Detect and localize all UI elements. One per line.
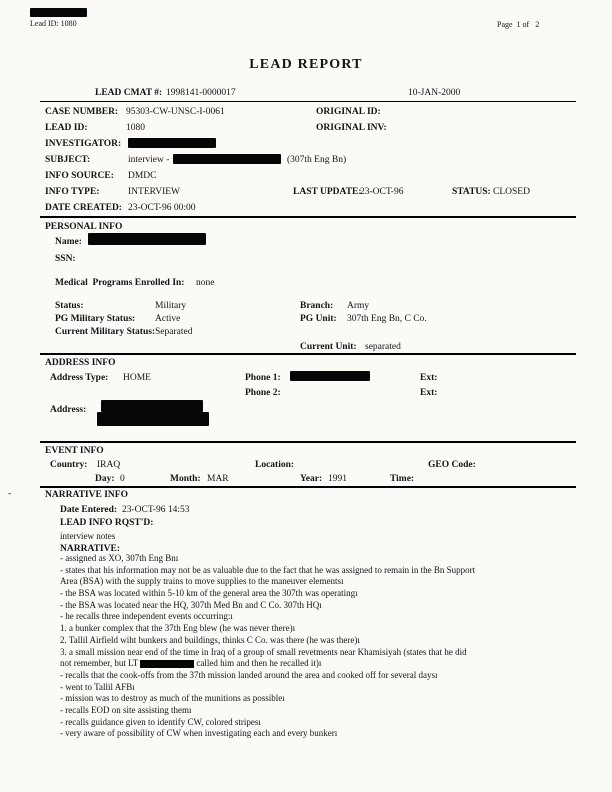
divider bbox=[40, 486, 576, 488]
event-info-title: EVENT INFO bbox=[45, 446, 104, 456]
narrative-line: - assigned as XO, 307th Eng Bnı bbox=[60, 553, 179, 563]
narrative-label: NARRATIVE: bbox=[60, 544, 120, 554]
narrative-line-text: called him and then he recalled it)ı bbox=[196, 658, 322, 669]
divider bbox=[40, 441, 576, 443]
lead-info-rqstd-label: LEAD INFO RQST'D: bbox=[60, 518, 154, 528]
country-label: Country: bbox=[50, 460, 88, 470]
narrative-line: - recalls guidance given to identify CW, colored stripesı bbox=[60, 716, 261, 727]
date-created-label: DATE CREATED: bbox=[45, 203, 122, 213]
subject-prefix: interview - bbox=[128, 155, 170, 165]
pstatus-value: Military bbox=[155, 301, 187, 311]
last-update-label: LAST UPDATE: bbox=[293, 187, 362, 197]
ssn-label: SSN: bbox=[55, 254, 76, 264]
narrative-line: 2. Tallil Airfield wiht bunkers and buildings, thinks C Co. was there (he was there)ı bbox=[60, 634, 360, 645]
status-label: STATUS: bbox=[452, 187, 491, 197]
pg-unit-label: PG Unit: bbox=[300, 314, 337, 324]
year-value: 1991 bbox=[328, 474, 347, 484]
time-label: Time: bbox=[390, 474, 415, 484]
redaction-investigator bbox=[128, 138, 216, 148]
geo-code-label: GEO Code: bbox=[428, 460, 476, 470]
redaction-address-1 bbox=[101, 400, 203, 412]
redaction-lt-name bbox=[140, 660, 194, 668]
case-number-value: 95303-CW-UNSC-I-0061 bbox=[126, 107, 225, 117]
location-label: Location: bbox=[255, 460, 295, 470]
current-unit-value: separated bbox=[365, 342, 401, 352]
investigator-label: INVESTIGATOR: bbox=[45, 139, 122, 149]
branch-value: Army bbox=[347, 301, 370, 311]
divider bbox=[40, 216, 576, 218]
date-created-value: 23-OCT-96 00:00 bbox=[128, 203, 196, 213]
narrative-line: Area (BSA) with the supply trains to move supplies to the maneuver elementsı bbox=[60, 576, 344, 587]
redaction-address-2 bbox=[97, 412, 209, 426]
narrative-line: - the BSA was located within 5-10 km of the general area the 307th was operatingı bbox=[60, 588, 358, 599]
divider bbox=[40, 101, 576, 102]
date-entered-label: Date Entered: bbox=[60, 505, 118, 515]
page-indicator: Page 1 of 2 bbox=[497, 20, 540, 29]
lead-id-label: LEAD ID: bbox=[45, 123, 88, 133]
month-label: Month: bbox=[170, 474, 201, 484]
personal-info-title: PERSONAL INFO bbox=[45, 222, 123, 232]
current-military-status-value: Separated bbox=[155, 327, 193, 337]
cmat-label: LEAD CMAT #: bbox=[95, 88, 163, 98]
month-value: MAR bbox=[207, 474, 229, 484]
narrative-line: - recalls that the cook-offs from the 37th mission landed around the area and cooked off for several daysı bbox=[60, 669, 438, 680]
medical-value: none bbox=[196, 278, 215, 288]
info-type-value: INTERVIEW bbox=[128, 187, 180, 197]
year-label: Year: bbox=[300, 474, 323, 484]
lead-id-value: 1080 bbox=[126, 123, 145, 133]
case-number-label: CASE NUMBER: bbox=[45, 107, 119, 117]
current-military-status-label: Current Military Status: bbox=[55, 327, 156, 337]
cmat-value: 1998141-0000017 bbox=[166, 88, 236, 98]
redaction-subject bbox=[173, 154, 281, 164]
medical-label: Medical Programs Enrolled In: bbox=[55, 278, 185, 288]
narrative-line-text: not remember, but LT bbox=[60, 658, 141, 669]
day-value: 0 bbox=[120, 474, 125, 484]
narrative-line: - states that his information may not be as valuable due to the fact that he was assigned to remain in the Bn Support bbox=[60, 564, 476, 575]
status-value: CLOSED bbox=[493, 187, 530, 197]
narrative-body bbox=[60, 553, 580, 740]
redaction-name bbox=[88, 233, 206, 245]
redaction-header bbox=[30, 8, 87, 17]
branch-label: Branch: bbox=[300, 301, 334, 311]
pg-military-status-label: PG Military Status: bbox=[55, 314, 136, 324]
original-id-label: ORIGINAL ID: bbox=[316, 107, 381, 117]
margin-mark: - bbox=[8, 489, 12, 499]
narrative-line: - very aware of possibility of CW when investigating each and every bunkerı bbox=[60, 728, 338, 739]
narrative-line: - went to Tallil AFBı bbox=[60, 681, 135, 692]
address-info-title: ADDRESS INFO bbox=[45, 358, 116, 368]
narrative-line: 3. a small mission near end of the time in Iraq of a group of small revetments near Khamisiyah (states that he did bbox=[60, 646, 467, 657]
current-unit-label: Current Unit: bbox=[300, 342, 357, 352]
address-type-label: Address Type: bbox=[50, 373, 109, 383]
original-inv-label: ORIGINAL INV: bbox=[316, 123, 387, 133]
report-date: 10-JAN-2000 bbox=[408, 88, 461, 98]
phone2-label: Phone 2: bbox=[245, 388, 281, 398]
info-source-label: INFO SOURCE: bbox=[45, 171, 114, 181]
narrative-line: - he recalls three independent events occurring:ı bbox=[60, 611, 233, 622]
phone1-label: Phone 1: bbox=[245, 373, 281, 383]
narrative-info-title: NARRATIVE INFO bbox=[45, 490, 128, 500]
pstatus-label: Status: bbox=[55, 301, 84, 311]
narrative-line: - the BSA was located near the HQ, 307th Med Bn and C Co. 307th HQı bbox=[60, 599, 322, 610]
pg-unit-value: 307th Eng Bn, C Co. bbox=[347, 314, 427, 324]
day-label: Day: bbox=[95, 474, 115, 484]
narrative-line: - mission was to destroy as much of the munitions as possibleı bbox=[60, 693, 285, 704]
date-entered-value: 23-OCT-96 14:53 bbox=[122, 505, 190, 515]
pg-military-status-value: Active bbox=[155, 314, 181, 324]
info-type-label: INFO TYPE: bbox=[45, 187, 100, 197]
address-type-value: HOME bbox=[123, 373, 151, 383]
address-label: Address: bbox=[50, 405, 87, 415]
name-label: Name: bbox=[55, 237, 82, 247]
narrative-line-redacted bbox=[60, 658, 580, 670]
lead-id-header: Lead ID: 1080 bbox=[30, 19, 77, 28]
info-source-value: DMDC bbox=[128, 171, 157, 181]
redaction-phone1 bbox=[290, 371, 370, 381]
narrative-line: 1. a bunker complex that the 37th Eng blew (he was never there)ı bbox=[60, 623, 296, 634]
last-update-value: 23-OCT-96 bbox=[360, 187, 404, 197]
subject-suffix: (307th Eng Bn) bbox=[287, 155, 347, 165]
divider bbox=[40, 353, 576, 355]
ext2-label: Ext: bbox=[420, 388, 438, 398]
interview-notes: interview notes bbox=[60, 531, 116, 541]
subject-label: SUBJECT: bbox=[45, 155, 91, 165]
narrative-line: - recalls EOD on site assisting themı bbox=[60, 704, 192, 715]
report-title: LEAD REPORT bbox=[249, 57, 363, 72]
country-value: IRAQ bbox=[97, 460, 121, 470]
ext1-label: Ext: bbox=[420, 373, 438, 383]
